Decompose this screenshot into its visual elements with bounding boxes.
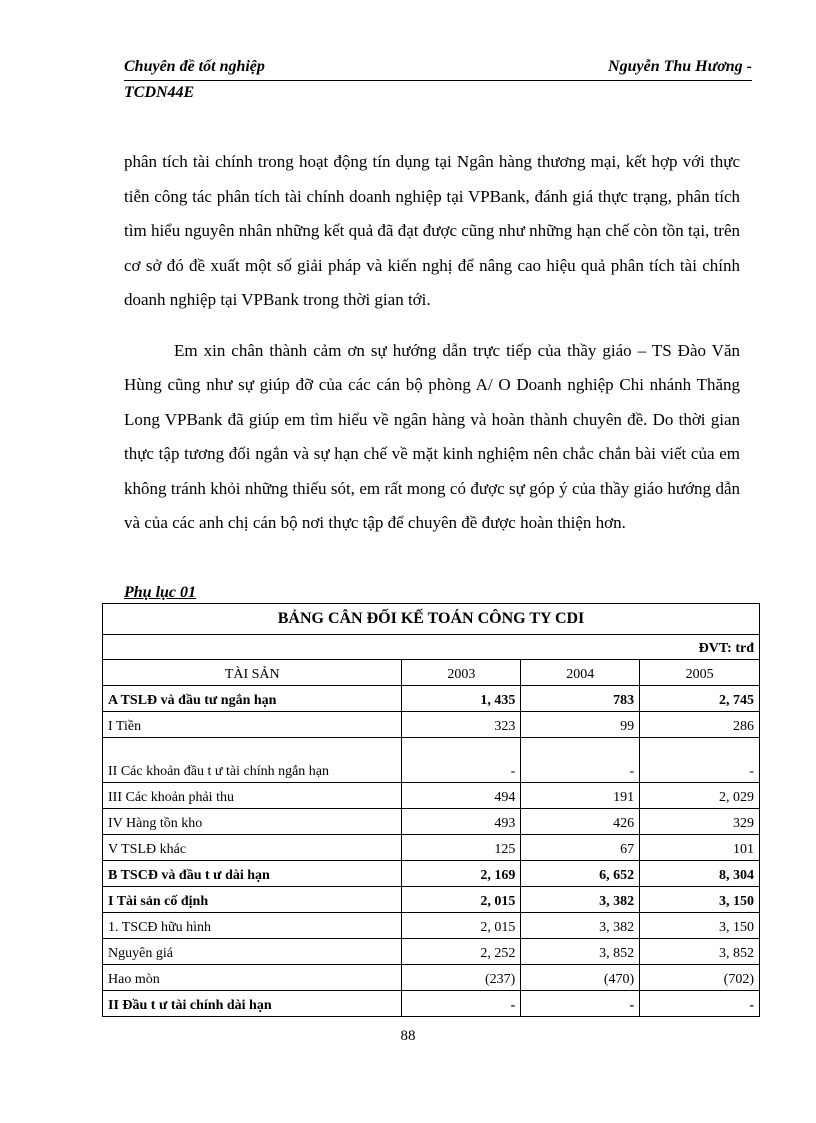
cell-2004: 99 (521, 712, 640, 738)
cell-2004: 426 (521, 809, 640, 835)
column-header: 2005 (640, 660, 760, 686)
table-unit-row (103, 635, 760, 660)
cell-2004: 6, 652 (521, 861, 640, 887)
table-row (103, 965, 760, 991)
cell-2005: 286 (640, 712, 760, 738)
cell-2005: 101 (640, 835, 760, 861)
row-label: II Đầu t ư tài chính dài hạn (103, 991, 402, 1017)
table-row (103, 861, 760, 887)
header-document-type: Chuyên đề tốt nghiệp (124, 58, 265, 75)
cell-2003: - (402, 738, 521, 783)
column-header: 2003 (402, 660, 521, 686)
row-label: II Các khoản đầu t ư tài chính ngắn hạn (103, 738, 402, 783)
cell-2003: 1, 435 (402, 686, 521, 712)
row-label: V TSLĐ khác (103, 835, 402, 861)
cell-2005: 329 (640, 809, 760, 835)
column-header: TÀI SẢN (103, 660, 402, 686)
cell-2004: - (521, 738, 640, 783)
table-row (103, 887, 760, 913)
header-divider (124, 80, 752, 81)
table-title-row (103, 604, 760, 635)
cell-2003: 2, 015 (402, 887, 521, 913)
column-header: 2004 (521, 660, 640, 686)
row-label: A TSLĐ và đầu tư ngắn hạn (103, 686, 402, 712)
table-row (103, 783, 760, 809)
cell-2004: 67 (521, 835, 640, 861)
paragraph-1: phân tích tài chính trong hoạt động tín dụng tại Ngân hàng thương mại, kết hợp với thực tiễn công tác phân tích tài chính doanh nghiệp tại VPBank, đánh giá thực trạng, phân tích tìm hiểu nguyên nhân những kết quả đã đạt được cũng như những hạn chế còn tồn tại, trên cơ sở đó đề xuất một số giải pháp và kiến nghị để nâng cao hiệu quả phân tích tài chính doanh nghiệp tại VPBank trong thời gian tới. (124, 152, 740, 309)
cell-2005: 3, 150 (640, 887, 760, 913)
table-row (103, 712, 760, 738)
table-row (103, 809, 760, 835)
cell-2003: 2, 252 (402, 939, 521, 965)
table-row (103, 686, 760, 712)
row-label: IV Hàng tồn kho (103, 809, 402, 835)
page-header (124, 58, 752, 80)
cell-2003: 2, 015 (402, 913, 521, 939)
header-author: Nguyễn Thu Hương - (608, 58, 752, 75)
table-row (103, 738, 760, 783)
row-label: III Các khoản phải thu (103, 783, 402, 809)
cell-2005: - (640, 738, 760, 783)
table-unit: ĐVT: trđ (103, 635, 760, 660)
cell-2005: - (640, 991, 760, 1017)
row-label: I Tài sản cố định (103, 887, 402, 913)
cell-2005: (702) (640, 965, 760, 991)
cell-2004: 3, 852 (521, 939, 640, 965)
cell-2003: - (402, 991, 521, 1017)
paragraph-2: Em xin chân thành cảm ơn sự hướng dẫn trực tiếp của thầy giáo – TS Đào Văn Hùng cũng như sự giúp đỡ của các cán bộ phòng A/ O Doanh nghiệp Chi nhánh Thăng Long VPBank đã giúp em tìm hiểu về ngân hàng và hoàn thành chuyên đề. Do thời gian thực tập tương đối ngắn và sự hạn chế về mặt kinh nghiệm nên chắc chắn bài viết của em không tránh khỏi những thiếu sót, em rất mong có được sự góp ý của thầy giáo hướng dẫn và của các anh chị cán bộ nơi thực tập để chuyên đề được hoàn thiện hơn. (124, 340, 740, 532)
page-number: 88 (400, 1028, 416, 1044)
cell-2004: 191 (521, 783, 640, 809)
cell-2003: (237) (402, 965, 521, 991)
table-row (103, 991, 760, 1017)
row-label: B TSCĐ và đầu t ư dài hạn (103, 861, 402, 887)
row-label: I Tiền (103, 712, 402, 738)
cell-2005: 8, 304 (640, 861, 760, 887)
row-label: 1. TSCĐ hữu hình (103, 913, 402, 939)
row-label: Nguyên giá (103, 939, 402, 965)
cell-2004: 3, 382 (521, 887, 640, 913)
cell-2005: 2, 745 (640, 686, 760, 712)
table-row (103, 939, 760, 965)
cell-2004: 3, 382 (521, 913, 640, 939)
row-label: Hao mòn (103, 965, 402, 991)
cell-2003: 494 (402, 783, 521, 809)
cell-2004: - (521, 991, 640, 1017)
table-row (103, 913, 760, 939)
cell-2003: 2, 169 (402, 861, 521, 887)
cell-2004: 783 (521, 686, 640, 712)
cell-2005: 2, 029 (640, 783, 760, 809)
header-class-code: TCDN44E (124, 84, 195, 101)
body-text (124, 145, 740, 541)
table-title: BẢNG CÂN ĐỐI KẾ TOÁN CÔNG TY CDI (103, 604, 760, 635)
cell-2003: 493 (402, 809, 521, 835)
table-row (103, 835, 760, 861)
appendix-title: Phụ lục 01 (124, 584, 197, 601)
cell-2003: 125 (402, 835, 521, 861)
table-header-row (103, 660, 760, 686)
cell-2005: 3, 852 (640, 939, 760, 965)
cell-2004: (470) (521, 965, 640, 991)
balance-sheet-table (102, 603, 760, 1017)
cell-2005: 3, 150 (640, 913, 760, 939)
cell-2003: 323 (402, 712, 521, 738)
